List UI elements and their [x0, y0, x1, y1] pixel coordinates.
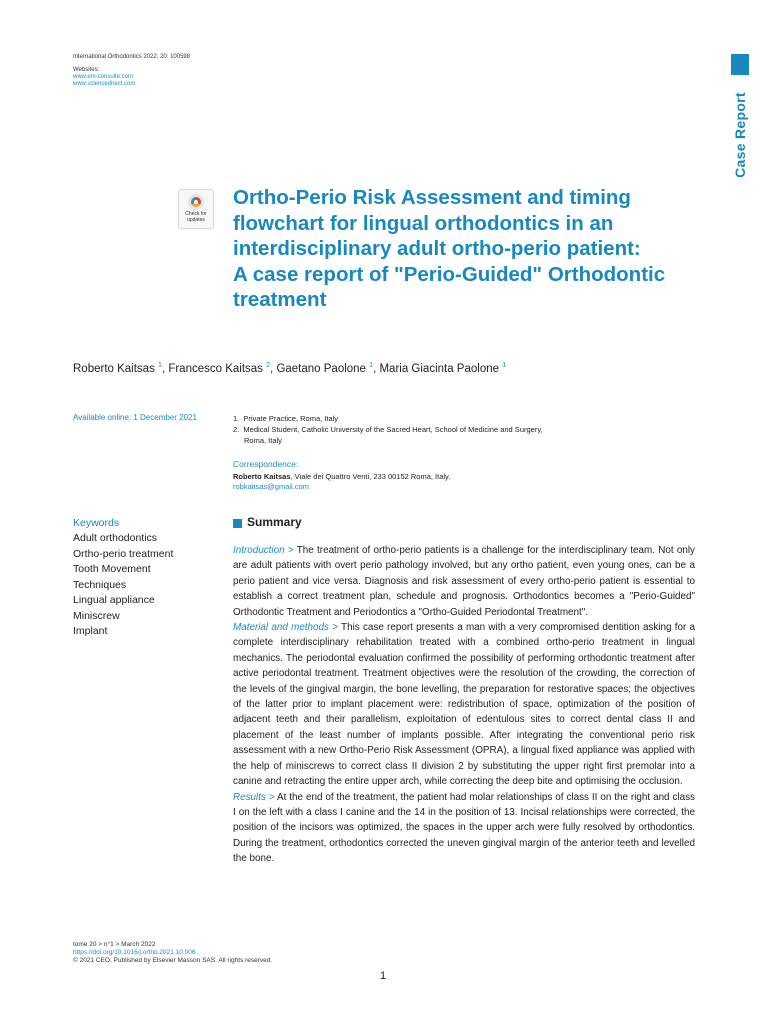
author-affiliation-mark: 2 — [266, 362, 271, 369]
available-online: Available online: 1 December 2021 — [73, 413, 197, 422]
section-text: This case report presents a man with a very compromised dentition asking for a complete interdisciplinary rehabilitation treated with a combined ortho-perio treatment in lingual mechanics. The periodontal evaluation confirmed the possibility of performing orthodontic treatment after active periodontal treatment. Treatment objectives were the resolution of the crowding, the correction of the levels of the gingival margin, the bone levelling, the preparation for restorative spaces; the objectives of the latter prior to implant placement were: redistribution of space, optimization of the position of adjacent teeth and their parallelism, exploitation of edentulous sites to correct dental class II and placement of the least number of implants possible. After integrating the conventional perio risk assessment with a new Ortho-Perio Risk Assessment (OPRA), a lingual fixed appliance was applied with the help of miniscrews to correct class II division 2 by substituting the upper right first premolar into a canine and retracting the entire upper arch, while correcting the deep bite and optimising the occlusion. — [233, 622, 695, 788]
keyword-item: Ortho-perio treatment — [73, 547, 174, 560]
summary-paragraph-methods — [233, 620, 695, 789]
keywords-heading: Keywords — [73, 517, 120, 529]
section-lead: Material and methods > — [233, 622, 338, 634]
copyright-line: © 2021 CEO. Published by Elsevier Masson SAS. All rights reserved. — [73, 957, 273, 964]
keyword-item: Miniscrew — [73, 609, 120, 622]
author-name: Maria Giacinta Paolone — [379, 362, 500, 375]
section-lead: Introduction > — [233, 545, 294, 556]
keyword-item: Tooth Movement — [73, 563, 151, 575]
section-lead: Results > — [233, 791, 275, 803]
correspondence-name: Roberto Kaitsas — [233, 472, 291, 481]
summary-marker — [233, 519, 242, 528]
check-for-updates-icon — [188, 194, 204, 210]
check-for-updates-badge[interactable] — [178, 189, 214, 229]
author-name: Gaetano Paolone — [276, 362, 366, 375]
author-affiliation-mark: 1 — [158, 362, 162, 369]
website-link-em-consulte[interactable]: www.em-consulte.com — [73, 74, 134, 80]
keywords-list — [73, 531, 173, 640]
summary-heading: Summary — [247, 515, 302, 529]
summary-body — [233, 543, 695, 867]
check-for-updates-text: Check for updates — [185, 211, 207, 223]
keyword-item: Techniques — [73, 578, 127, 591]
article-title — [233, 185, 703, 313]
summary-paragraph-introduction — [233, 543, 695, 620]
page-footer — [73, 941, 272, 965]
section-text: The treatment of ortho-perio patients is a challenge for the interdisciplinary team. Not only are adult patients with overt perio pathology involved, but any ortho patient, even young ones, can be a perio patient and vice versa. Diagnosis and risk assessment of every ortho-perio patient is essential to establish a correct treatment plan, schedule and prognosis. Orthodontics becomes a "Perio-Guided" Orthodontic Treatment and Periodontics a "Ortho-Guided Periodontal Treatment". — [233, 545, 695, 618]
correspondence-address: , Viale dei Quattro Venti, 233 00152 Roma, Italy. — [290, 472, 451, 481]
correspondence-heading: Correspondence: — [233, 459, 299, 469]
journal-line: International Orthodontics 2022; 20: 100598 — [73, 54, 191, 60]
title-line: interdisciplinary adult ortho-perio patient: — [233, 237, 641, 260]
author-name: Francesco Kaitsas — [168, 362, 263, 375]
affiliation-item: 2. Medical Student, Catholic University of the Sacred Heart, School of Medicine and Surgery, Roma, Italy — [233, 425, 543, 445]
affiliation-list — [233, 413, 563, 446]
section-text: At the end of the treatment, the patient had molar relationships of class II on the right and class I on the left with a class I canine and the 14 in the position of 13. Incisal relationships were corrected, the position of the incisors was optimized, the spaces in the upper arch were fully resolved by orthodontics. During the treatment, orthodontics corrected the uneven gingival margin of the anterior teeth and levelled the bone. — [233, 791, 695, 865]
title-line: flowchart for lingual orthodontics in an — [233, 211, 614, 235]
summary-paragraph-results — [233, 790, 695, 867]
author-affiliation-mark: 1 — [369, 362, 374, 369]
affiliation-item: 1. Private Practice, Roma, Italy — [233, 414, 339, 423]
title-line: Ortho-Perio Risk Assessment and timing — [233, 186, 631, 209]
issue-line: tome 20 > n°1 > March 2022 — [73, 941, 156, 948]
author-affiliation-mark: 1 — [502, 362, 507, 369]
keyword-item: Adult orthodontics — [73, 532, 158, 544]
side-accent-square — [731, 54, 749, 75]
correspondence-email[interactable]: robkaitsas@gmail.com — [233, 482, 309, 491]
page-number: 1 — [380, 970, 387, 982]
title-line: treatment — [233, 288, 327, 311]
author-list: Roberto Kaitsas $^1$, Francesco Kaitsas $^2$, Gaetano Paolone $^1$, Maria Giacinta Paolone $^1$ — [73, 362, 507, 375]
website-link-sciencedirect[interactable]: www.sciencedirect.com — [73, 81, 136, 87]
keyword-item: Implant — [73, 625, 108, 637]
title-line: A case report of "Perio-Guided" Orthodontic — [233, 262, 666, 286]
author-name: Roberto Kaitsas — [73, 362, 155, 375]
correspondence-block — [233, 472, 450, 492]
websites-label: Websites: — [73, 67, 100, 73]
article-type-label: Case Report — [732, 92, 748, 178]
keyword-item: Lingual appliance — [73, 594, 155, 606]
doi-link[interactable]: https://doi.org/10.1016/j.ortho.2021.10.006 — [73, 949, 196, 956]
